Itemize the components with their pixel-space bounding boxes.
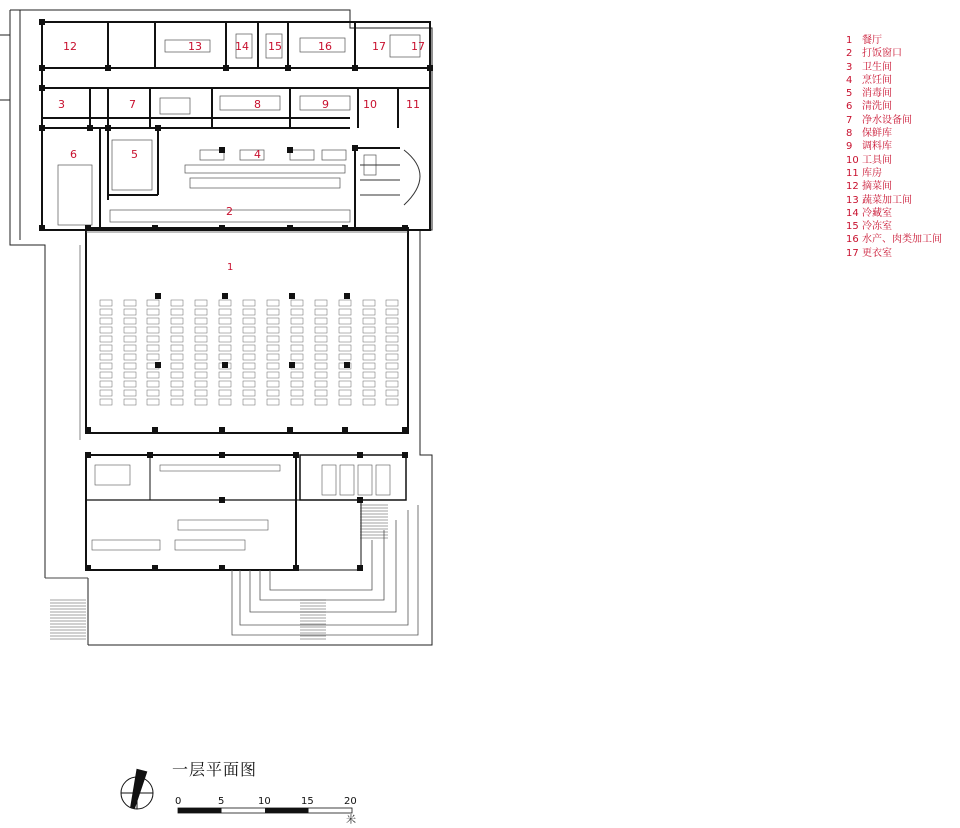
column	[287, 147, 293, 153]
scale-tick-15: 15	[301, 796, 314, 807]
table	[147, 327, 159, 333]
table	[147, 336, 159, 342]
legend-num: 6	[846, 101, 853, 113]
legend-name: 更衣室	[862, 247, 892, 259]
table	[363, 327, 375, 333]
table	[267, 372, 279, 378]
table	[195, 336, 207, 342]
column	[342, 225, 348, 231]
table	[363, 390, 375, 396]
legend-item	[846, 140, 942, 153]
table	[171, 381, 183, 387]
table	[339, 336, 351, 342]
table	[171, 399, 183, 405]
legend-name: 消毒间	[862, 88, 892, 100]
table	[147, 399, 159, 405]
table	[267, 345, 279, 351]
legend-num: 4	[846, 74, 853, 86]
drawing-title: 一层平面图	[172, 760, 258, 779]
room-label-13: 13	[188, 40, 202, 53]
legend-name: 冷冻室	[862, 221, 892, 233]
legend-name: 蔬菜加工间	[862, 194, 912, 206]
table	[386, 318, 398, 324]
table	[363, 363, 375, 369]
table	[243, 300, 255, 306]
legend-num: 10	[846, 154, 859, 166]
table	[147, 354, 159, 360]
table	[339, 327, 351, 333]
table	[363, 399, 375, 405]
legend-name: 卫生间	[862, 61, 892, 73]
table	[124, 372, 136, 378]
table	[291, 300, 303, 306]
legend-name: 清洗间	[862, 101, 892, 113]
column	[85, 427, 91, 433]
table	[339, 318, 351, 324]
legend-item	[846, 247, 942, 260]
table	[267, 309, 279, 315]
room-legend	[846, 34, 942, 260]
table	[339, 381, 351, 387]
legend-item	[846, 233, 942, 246]
table	[386, 327, 398, 333]
table	[291, 327, 303, 333]
table	[124, 354, 136, 360]
legend-num: 1	[846, 35, 853, 46]
table	[291, 336, 303, 342]
table	[147, 390, 159, 396]
table	[100, 381, 112, 387]
table	[267, 354, 279, 360]
legend-name: 保鲜库	[862, 128, 892, 140]
table	[147, 345, 159, 351]
table	[219, 354, 231, 360]
table	[171, 318, 183, 324]
table	[171, 309, 183, 315]
column	[219, 225, 225, 231]
room-label-14: 14	[235, 40, 249, 53]
north-arrow	[121, 769, 153, 809]
dining-tables	[100, 300, 398, 405]
table	[363, 381, 375, 387]
table	[267, 363, 279, 369]
room-label-15: 15	[268, 40, 282, 53]
table	[291, 309, 303, 315]
table	[363, 336, 375, 342]
table	[100, 345, 112, 351]
table	[267, 390, 279, 396]
table	[243, 390, 255, 396]
table	[100, 390, 112, 396]
table	[195, 372, 207, 378]
room-label-1: 1	[227, 262, 234, 273]
scale-unit: 米	[346, 815, 356, 826]
table	[219, 399, 231, 405]
column	[219, 427, 225, 433]
legend-num: 2	[846, 48, 853, 60]
legend-item	[846, 207, 942, 220]
table	[100, 300, 112, 306]
column	[155, 293, 161, 299]
table	[267, 399, 279, 405]
legend-item	[846, 154, 942, 167]
table	[291, 318, 303, 324]
table	[195, 399, 207, 405]
legend-name: 餐厅	[862, 35, 882, 46]
room-label-11: 11	[406, 98, 420, 111]
kitchen-fixtures	[58, 34, 420, 225]
table	[315, 390, 327, 396]
table	[124, 345, 136, 351]
table	[219, 345, 231, 351]
table	[100, 318, 112, 324]
legend-name: 工具间	[862, 154, 892, 166]
room-label-12: 12	[63, 40, 77, 53]
room-label-16: 16	[318, 40, 332, 53]
column	[287, 225, 293, 231]
table	[195, 363, 207, 369]
table	[339, 354, 351, 360]
table	[386, 372, 398, 378]
table	[147, 381, 159, 387]
table	[267, 327, 279, 333]
table	[339, 300, 351, 306]
table	[386, 399, 398, 405]
table	[315, 309, 327, 315]
table	[124, 390, 136, 396]
table	[315, 399, 327, 405]
table	[219, 327, 231, 333]
table	[124, 381, 136, 387]
table	[291, 390, 303, 396]
legend-num: 12	[846, 181, 859, 193]
table	[291, 354, 303, 360]
table	[315, 300, 327, 306]
table	[219, 381, 231, 387]
table	[243, 327, 255, 333]
table	[171, 390, 183, 396]
room-label-6: 6	[70, 148, 77, 161]
legend-num: 8	[846, 128, 853, 140]
table	[195, 309, 207, 315]
room-label-10: 10	[363, 98, 377, 111]
legend-name: 烹饪间	[862, 74, 892, 86]
table	[315, 327, 327, 333]
legend-num: 16	[846, 234, 859, 246]
table	[195, 381, 207, 387]
table	[339, 372, 351, 378]
legend-item	[846, 180, 942, 193]
column	[105, 65, 111, 71]
table	[100, 309, 112, 315]
table	[267, 336, 279, 342]
table	[386, 363, 398, 369]
legend-num: 13	[846, 194, 859, 206]
table	[386, 390, 398, 396]
legend-name: 净水设备间	[862, 114, 912, 126]
table	[363, 354, 375, 360]
legend-num: 3	[846, 61, 853, 73]
table	[339, 309, 351, 315]
room-label-8: 8	[254, 98, 261, 111]
table	[124, 300, 136, 306]
table	[171, 372, 183, 378]
table	[195, 354, 207, 360]
table	[147, 318, 159, 324]
legend-item	[846, 194, 942, 207]
column	[222, 293, 228, 299]
table	[363, 372, 375, 378]
column	[39, 65, 45, 71]
legend-name: 冷藏室	[862, 207, 892, 219]
scale-tick-20: 20	[344, 796, 357, 807]
column	[85, 225, 91, 231]
table	[171, 336, 183, 342]
table	[243, 372, 255, 378]
column	[152, 225, 158, 231]
column	[39, 85, 45, 91]
table	[243, 363, 255, 369]
table	[100, 336, 112, 342]
table	[219, 390, 231, 396]
legend-num: 17	[846, 247, 859, 259]
table	[386, 309, 398, 315]
table	[291, 345, 303, 351]
room-label-17b: 17	[411, 40, 425, 53]
table	[267, 318, 279, 324]
table	[124, 327, 136, 333]
table	[291, 399, 303, 405]
table	[339, 390, 351, 396]
column	[352, 65, 358, 71]
table	[386, 300, 398, 306]
table	[243, 309, 255, 315]
table	[363, 309, 375, 315]
table	[339, 399, 351, 405]
table	[100, 354, 112, 360]
table	[315, 354, 327, 360]
table	[147, 300, 159, 306]
legend-item	[846, 47, 942, 60]
table	[315, 372, 327, 378]
legend-item	[846, 100, 942, 113]
column	[219, 147, 225, 153]
table	[171, 363, 183, 369]
legend-item	[846, 34, 942, 47]
legend-item	[846, 87, 942, 100]
table	[147, 309, 159, 315]
scale-bar	[178, 808, 352, 813]
exterior-stairs	[50, 505, 388, 639]
table	[219, 372, 231, 378]
legend-item	[846, 114, 942, 127]
column	[39, 125, 45, 131]
legend-name: 摘菜间	[862, 181, 892, 193]
table	[124, 318, 136, 324]
table	[243, 399, 255, 405]
column	[223, 65, 229, 71]
table	[219, 336, 231, 342]
table	[315, 336, 327, 342]
table	[124, 363, 136, 369]
column	[39, 19, 45, 25]
legend-num: 15	[846, 221, 859, 233]
table	[315, 345, 327, 351]
table	[124, 399, 136, 405]
table	[315, 318, 327, 324]
column	[287, 427, 293, 433]
table	[124, 309, 136, 315]
column	[402, 427, 408, 433]
legend-num: 5	[846, 88, 853, 100]
column	[344, 293, 350, 299]
scale-tick-5: 5	[218, 796, 225, 807]
room-label-9: 9	[322, 98, 329, 111]
column	[155, 362, 161, 368]
table	[315, 363, 327, 369]
legend-item	[846, 167, 942, 180]
room-label-5: 5	[131, 148, 138, 161]
room-label-2: 2	[226, 205, 233, 218]
column	[289, 362, 295, 368]
table	[100, 327, 112, 333]
room-label-3: 3	[58, 98, 65, 111]
table	[386, 336, 398, 342]
table	[243, 381, 255, 387]
table	[100, 372, 112, 378]
column	[155, 125, 161, 131]
table	[386, 381, 398, 387]
column	[352, 145, 358, 151]
column	[39, 225, 45, 231]
table	[195, 300, 207, 306]
table	[219, 300, 231, 306]
table	[363, 318, 375, 324]
scale-tick-0: 0	[175, 796, 182, 807]
table	[243, 345, 255, 351]
column	[285, 65, 291, 71]
legend-num: 7	[846, 114, 853, 126]
table	[267, 381, 279, 387]
legend-item	[846, 74, 942, 87]
column	[222, 362, 228, 368]
room-label-7: 7	[129, 98, 136, 111]
column	[152, 427, 158, 433]
table	[386, 345, 398, 351]
scale-tick-10: 10	[258, 796, 271, 807]
legend-item	[846, 61, 942, 74]
room-label-17a: 17	[372, 40, 386, 53]
table	[219, 309, 231, 315]
legend-num: 9	[846, 141, 853, 153]
table	[195, 318, 207, 324]
table	[100, 363, 112, 369]
annex-fixtures	[92, 465, 390, 550]
table	[363, 300, 375, 306]
table	[171, 354, 183, 360]
table	[100, 399, 112, 405]
column	[105, 125, 111, 131]
table	[315, 381, 327, 387]
table	[267, 300, 279, 306]
table	[363, 345, 375, 351]
column	[87, 125, 93, 131]
table	[219, 318, 231, 324]
table	[195, 390, 207, 396]
room-label-4: 4	[254, 148, 261, 161]
column	[342, 427, 348, 433]
table	[243, 318, 255, 324]
table	[147, 372, 159, 378]
east-stair	[360, 150, 420, 205]
table	[124, 336, 136, 342]
table	[171, 300, 183, 306]
legend-name: 打饭窗口	[862, 48, 902, 60]
legend-num: 11	[846, 167, 859, 179]
column	[427, 65, 433, 71]
legend-item	[846, 127, 942, 140]
legend-name: 水产、肉类加工间	[862, 234, 942, 246]
table	[171, 345, 183, 351]
table	[386, 354, 398, 360]
table	[243, 336, 255, 342]
column	[289, 293, 295, 299]
table	[291, 372, 303, 378]
table	[243, 354, 255, 360]
table	[291, 381, 303, 387]
legend-item	[846, 220, 942, 233]
column	[402, 225, 408, 231]
table	[195, 345, 207, 351]
legend-name: 调料库	[862, 141, 892, 153]
table	[195, 327, 207, 333]
dining-hall-walls	[80, 228, 408, 440]
legend-num: 14	[846, 207, 859, 219]
legend-name: 库房	[862, 167, 882, 179]
column	[344, 362, 350, 368]
table	[171, 327, 183, 333]
table	[339, 345, 351, 351]
